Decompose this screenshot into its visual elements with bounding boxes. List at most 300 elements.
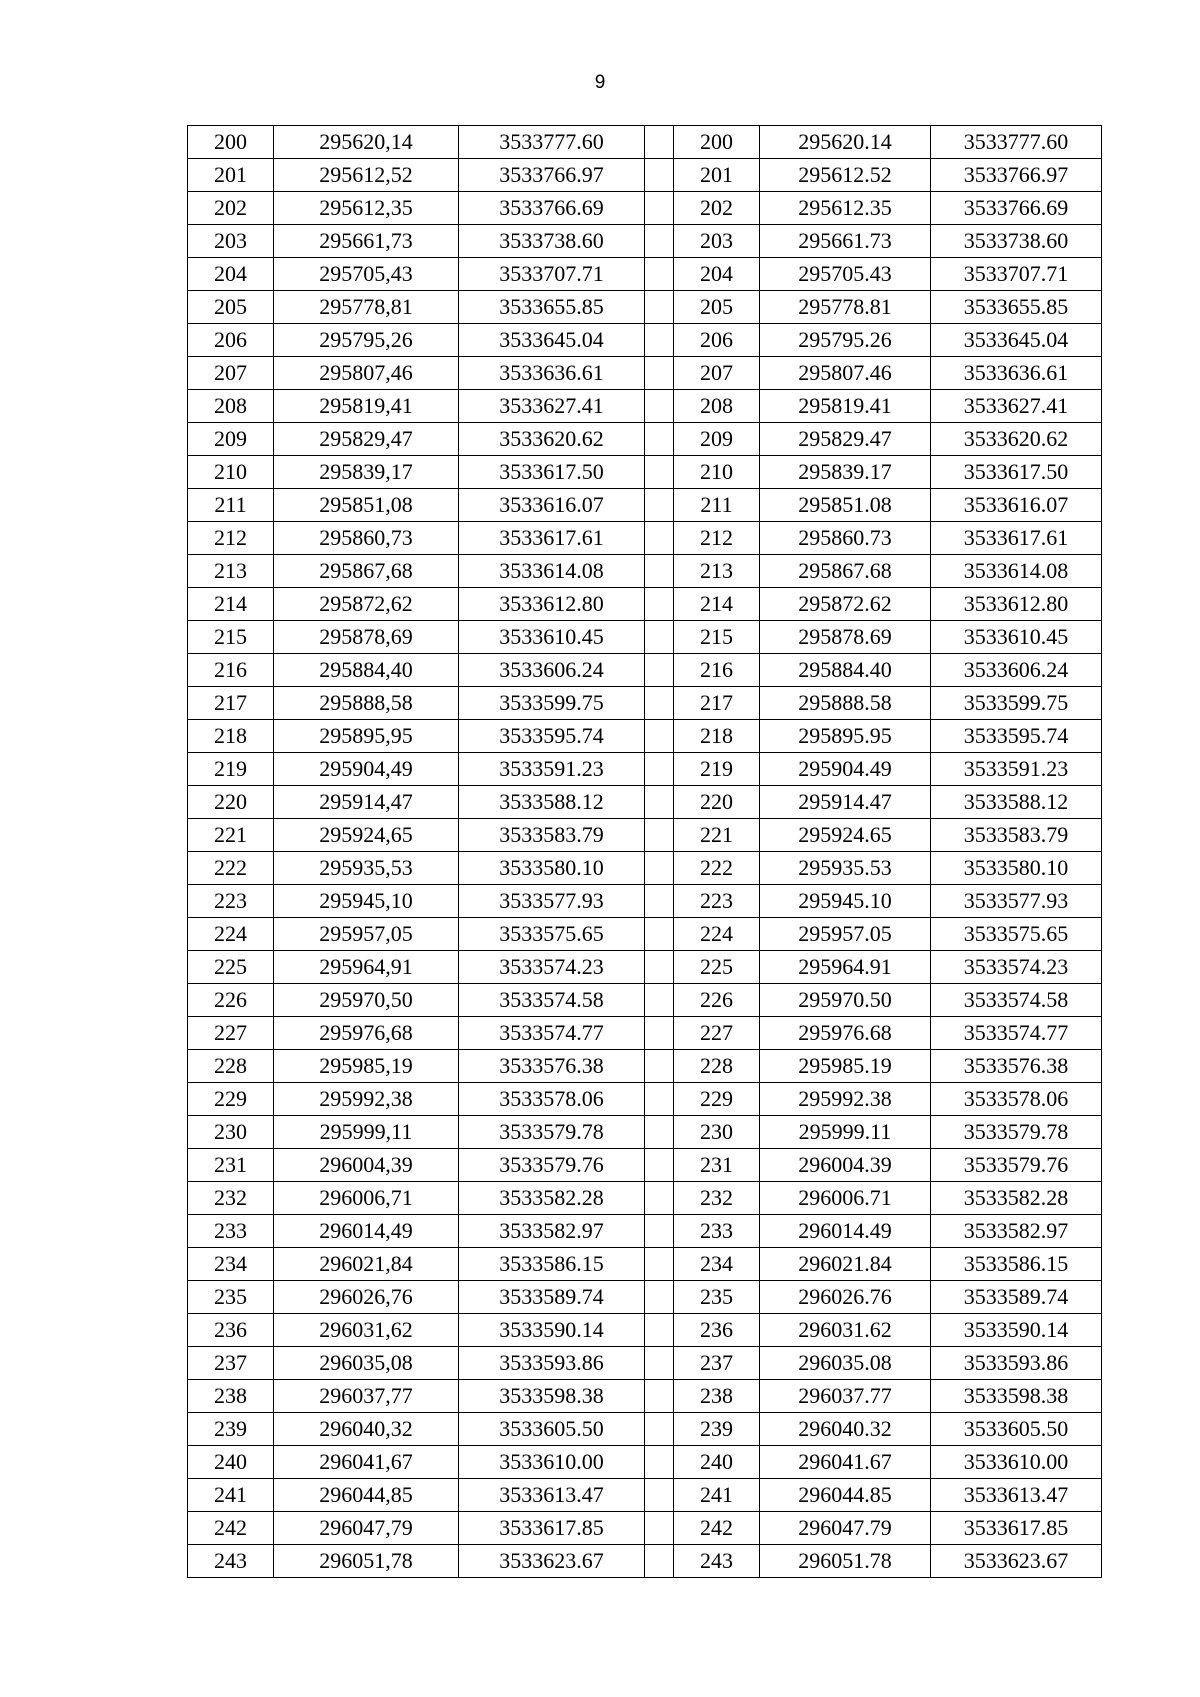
- y-coordinate-old-cell: 3533582.97: [459, 1215, 645, 1248]
- x-coordinate-old-cell: 295819,41: [274, 390, 459, 423]
- y-coordinate-new-cell: 3533606.24: [931, 654, 1102, 687]
- point-number-new-cell: 242: [674, 1512, 760, 1545]
- point-number-old-cell: 241: [188, 1479, 274, 1512]
- table-row: [188, 1215, 1102, 1248]
- separator-cell: [645, 1347, 674, 1380]
- x-coordinate-new-cell: 295970.50: [760, 984, 931, 1017]
- separator-cell: [645, 1215, 674, 1248]
- x-coordinate-old-cell: 295935,53: [274, 852, 459, 885]
- table-row: [188, 918, 1102, 951]
- table-row: [188, 1083, 1102, 1116]
- y-coordinate-old-cell: 3533612.80: [459, 588, 645, 621]
- point-number-new-cell: 215: [674, 621, 760, 654]
- y-coordinate-new-cell: 3533605.50: [931, 1413, 1102, 1446]
- separator-cell: [645, 654, 674, 687]
- y-coordinate-new-cell: 3533645.04: [931, 324, 1102, 357]
- point-number-old-cell: 214: [188, 588, 274, 621]
- x-coordinate-old-cell: 296004,39: [274, 1149, 459, 1182]
- point-number-old-cell: 208: [188, 390, 274, 423]
- y-coordinate-old-cell: 3533576.38: [459, 1050, 645, 1083]
- y-coordinate-new-cell: 3533617.85: [931, 1512, 1102, 1545]
- point-number-new-cell: 202: [674, 192, 760, 225]
- y-coordinate-old-cell: 3533777.60: [459, 126, 645, 159]
- y-coordinate-old-cell: 3533707.71: [459, 258, 645, 291]
- y-coordinate-new-cell: 3533575.65: [931, 918, 1102, 951]
- table-row: [188, 1479, 1102, 1512]
- y-coordinate-new-cell: 3533574.23: [931, 951, 1102, 984]
- point-number-old-cell: 243: [188, 1545, 274, 1578]
- y-coordinate-new-cell: 3533617.50: [931, 456, 1102, 489]
- y-coordinate-old-cell: 3533610.45: [459, 621, 645, 654]
- coordinates-table-body: [188, 126, 1102, 1578]
- y-coordinate-old-cell: 3533645.04: [459, 324, 645, 357]
- point-number-old-cell: 240: [188, 1446, 274, 1479]
- y-coordinate-new-cell: 3533623.67: [931, 1545, 1102, 1578]
- x-coordinate-old-cell: 296021,84: [274, 1248, 459, 1281]
- x-coordinate-new-cell: 296040.32: [760, 1413, 931, 1446]
- separator-cell: [645, 357, 674, 390]
- table-row: [188, 885, 1102, 918]
- point-number-old-cell: 205: [188, 291, 274, 324]
- point-number-new-cell: 201: [674, 159, 760, 192]
- point-number-new-cell: 232: [674, 1182, 760, 1215]
- point-number-old-cell: 222: [188, 852, 274, 885]
- y-coordinate-old-cell: 3533574.58: [459, 984, 645, 1017]
- x-coordinate-new-cell: 295888.58: [760, 687, 931, 720]
- y-coordinate-old-cell: 3533580.10: [459, 852, 645, 885]
- y-coordinate-old-cell: 3533599.75: [459, 687, 645, 720]
- point-number-new-cell: 234: [674, 1248, 760, 1281]
- x-coordinate-new-cell: 296037.77: [760, 1380, 931, 1413]
- point-number-old-cell: 239: [188, 1413, 274, 1446]
- point-number-old-cell: 220: [188, 786, 274, 819]
- point-number-new-cell: 224: [674, 918, 760, 951]
- table-row: [188, 423, 1102, 456]
- y-coordinate-old-cell: 3533582.28: [459, 1182, 645, 1215]
- x-coordinate-new-cell: 295914.47: [760, 786, 931, 819]
- table-row: [188, 852, 1102, 885]
- x-coordinate-old-cell: 295992,38: [274, 1083, 459, 1116]
- separator-cell: [645, 324, 674, 357]
- x-coordinate-old-cell: 295914,47: [274, 786, 459, 819]
- point-number-new-cell: 216: [674, 654, 760, 687]
- separator-cell: [645, 753, 674, 786]
- x-coordinate-new-cell: 295935.53: [760, 852, 931, 885]
- table-row: [188, 390, 1102, 423]
- point-number-new-cell: 231: [674, 1149, 760, 1182]
- point-number-old-cell: 201: [188, 159, 274, 192]
- point-number-new-cell: 238: [674, 1380, 760, 1413]
- table-row: [188, 588, 1102, 621]
- y-coordinate-new-cell: 3533627.41: [931, 390, 1102, 423]
- x-coordinate-new-cell: 296044.85: [760, 1479, 931, 1512]
- point-number-old-cell: 207: [188, 357, 274, 390]
- separator-cell: [645, 1116, 674, 1149]
- table-row: [188, 687, 1102, 720]
- x-coordinate-old-cell: 295957,05: [274, 918, 459, 951]
- separator-cell: [645, 1314, 674, 1347]
- point-number-old-cell: 215: [188, 621, 274, 654]
- x-coordinate-old-cell: 295778,81: [274, 291, 459, 324]
- point-number-old-cell: 217: [188, 687, 274, 720]
- separator-cell: [645, 687, 674, 720]
- separator-cell: [645, 1512, 674, 1545]
- y-coordinate-new-cell: 3533589.74: [931, 1281, 1102, 1314]
- x-coordinate-old-cell: 295924,65: [274, 819, 459, 852]
- y-coordinate-new-cell: 3533582.28: [931, 1182, 1102, 1215]
- y-coordinate-new-cell: 3533590.14: [931, 1314, 1102, 1347]
- y-coordinate-new-cell: 3533599.75: [931, 687, 1102, 720]
- x-coordinate-new-cell: 295878.69: [760, 621, 931, 654]
- table-row: [188, 1248, 1102, 1281]
- x-coordinate-old-cell: 295895,95: [274, 720, 459, 753]
- table-row: [188, 621, 1102, 654]
- table-row: [188, 126, 1102, 159]
- y-coordinate-new-cell: 3533586.15: [931, 1248, 1102, 1281]
- point-number-new-cell: 209: [674, 423, 760, 456]
- separator-cell: [645, 192, 674, 225]
- y-coordinate-old-cell: 3533605.50: [459, 1413, 645, 1446]
- table-row: [188, 819, 1102, 852]
- separator-cell: [645, 423, 674, 456]
- x-coordinate-new-cell: 296041.67: [760, 1446, 931, 1479]
- x-coordinate-new-cell: 296021.84: [760, 1248, 931, 1281]
- x-coordinate-new-cell: 295620.14: [760, 126, 931, 159]
- x-coordinate-old-cell: 295612,35: [274, 192, 459, 225]
- separator-cell: [645, 555, 674, 588]
- x-coordinate-old-cell: 295999,11: [274, 1116, 459, 1149]
- y-coordinate-old-cell: 3533617.61: [459, 522, 645, 555]
- x-coordinate-old-cell: 295839,17: [274, 456, 459, 489]
- table-row: [188, 225, 1102, 258]
- point-number-old-cell: 213: [188, 555, 274, 588]
- point-number-new-cell: 230: [674, 1116, 760, 1149]
- y-coordinate-new-cell: 3533636.61: [931, 357, 1102, 390]
- table-row: [188, 1413, 1102, 1446]
- point-number-old-cell: 211: [188, 489, 274, 522]
- y-coordinate-new-cell: 3533576.38: [931, 1050, 1102, 1083]
- y-coordinate-old-cell: 3533579.78: [459, 1116, 645, 1149]
- y-coordinate-old-cell: 3533613.47: [459, 1479, 645, 1512]
- y-coordinate-old-cell: 3533616.07: [459, 489, 645, 522]
- separator-cell: [645, 489, 674, 522]
- point-number-new-cell: 217: [674, 687, 760, 720]
- x-coordinate-old-cell: 296044,85: [274, 1479, 459, 1512]
- y-coordinate-old-cell: 3533595.74: [459, 720, 645, 753]
- y-coordinate-new-cell: 3533574.58: [931, 984, 1102, 1017]
- coordinates-table: [187, 125, 1102, 1578]
- point-number-new-cell: 205: [674, 291, 760, 324]
- x-coordinate-old-cell: 295829,47: [274, 423, 459, 456]
- y-coordinate-old-cell: 3533583.79: [459, 819, 645, 852]
- separator-cell: [645, 225, 674, 258]
- point-number-new-cell: 228: [674, 1050, 760, 1083]
- x-coordinate-old-cell: 295976,68: [274, 1017, 459, 1050]
- point-number-new-cell: 210: [674, 456, 760, 489]
- x-coordinate-new-cell: 295964.91: [760, 951, 931, 984]
- table-row: [188, 1182, 1102, 1215]
- y-coordinate-new-cell: 3533582.97: [931, 1215, 1102, 1248]
- point-number-old-cell: 202: [188, 192, 274, 225]
- y-coordinate-old-cell: 3533738.60: [459, 225, 645, 258]
- y-coordinate-old-cell: 3533766.69: [459, 192, 645, 225]
- x-coordinate-old-cell: 295904,49: [274, 753, 459, 786]
- point-number-new-cell: 213: [674, 555, 760, 588]
- table-row: [188, 555, 1102, 588]
- point-number-new-cell: 222: [674, 852, 760, 885]
- point-number-old-cell: 204: [188, 258, 274, 291]
- table-row: [188, 489, 1102, 522]
- point-number-new-cell: 236: [674, 1314, 760, 1347]
- table-row: [188, 456, 1102, 489]
- y-coordinate-new-cell: 3533738.60: [931, 225, 1102, 258]
- point-number-old-cell: 226: [188, 984, 274, 1017]
- y-coordinate-old-cell: 3533617.85: [459, 1512, 645, 1545]
- point-number-new-cell: 219: [674, 753, 760, 786]
- y-coordinate-new-cell: 3533610.00: [931, 1446, 1102, 1479]
- separator-cell: [645, 720, 674, 753]
- x-coordinate-old-cell: 296037,77: [274, 1380, 459, 1413]
- x-coordinate-new-cell: 295807.46: [760, 357, 931, 390]
- table-row: [188, 1116, 1102, 1149]
- table-row: [188, 1512, 1102, 1545]
- point-number-new-cell: 241: [674, 1479, 760, 1512]
- y-coordinate-old-cell: 3533593.86: [459, 1347, 645, 1380]
- separator-cell: [645, 1248, 674, 1281]
- point-number-new-cell: 204: [674, 258, 760, 291]
- x-coordinate-old-cell: 295807,46: [274, 357, 459, 390]
- table-row: [188, 720, 1102, 753]
- x-coordinate-new-cell: 295872.62: [760, 588, 931, 621]
- x-coordinate-new-cell: 295661.73: [760, 225, 931, 258]
- x-coordinate-old-cell: 295705,43: [274, 258, 459, 291]
- x-coordinate-old-cell: 295867,68: [274, 555, 459, 588]
- separator-cell: [645, 1446, 674, 1479]
- separator-cell: [645, 1380, 674, 1413]
- point-number-new-cell: 235: [674, 1281, 760, 1314]
- table-row: [188, 753, 1102, 786]
- x-coordinate-new-cell: 295904.49: [760, 753, 931, 786]
- point-number-new-cell: 223: [674, 885, 760, 918]
- point-number-old-cell: 225: [188, 951, 274, 984]
- separator-cell: [645, 984, 674, 1017]
- table-row: [188, 1545, 1102, 1578]
- table-row: [188, 951, 1102, 984]
- x-coordinate-new-cell: 295985.19: [760, 1050, 931, 1083]
- x-coordinate-new-cell: 296035.08: [760, 1347, 931, 1380]
- page-number: 9: [594, 72, 606, 93]
- table-row: [188, 1446, 1102, 1479]
- point-number-new-cell: 237: [674, 1347, 760, 1380]
- y-coordinate-new-cell: 3533613.47: [931, 1479, 1102, 1512]
- separator-cell: [645, 918, 674, 951]
- y-coordinate-new-cell: 3533591.23: [931, 753, 1102, 786]
- x-coordinate-old-cell: 295851,08: [274, 489, 459, 522]
- x-coordinate-old-cell: 296014,49: [274, 1215, 459, 1248]
- x-coordinate-old-cell: 295860,73: [274, 522, 459, 555]
- y-coordinate-new-cell: 3533766.97: [931, 159, 1102, 192]
- y-coordinate-new-cell: 3533655.85: [931, 291, 1102, 324]
- point-number-new-cell: 207: [674, 357, 760, 390]
- x-coordinate-new-cell: 295992.38: [760, 1083, 931, 1116]
- x-coordinate-old-cell: 296047,79: [274, 1512, 459, 1545]
- y-coordinate-new-cell: 3533766.69: [931, 192, 1102, 225]
- x-coordinate-new-cell: 295612.35: [760, 192, 931, 225]
- point-number-old-cell: 238: [188, 1380, 274, 1413]
- x-coordinate-new-cell: 296047.79: [760, 1512, 931, 1545]
- table-row: [188, 159, 1102, 192]
- y-coordinate-new-cell: 3533588.12: [931, 786, 1102, 819]
- x-coordinate-old-cell: 295661,73: [274, 225, 459, 258]
- point-number-old-cell: 233: [188, 1215, 274, 1248]
- point-number-new-cell: 208: [674, 390, 760, 423]
- point-number-old-cell: 231: [188, 1149, 274, 1182]
- y-coordinate-old-cell: 3533636.61: [459, 357, 645, 390]
- separator-cell: [645, 621, 674, 654]
- y-coordinate-old-cell: 3533598.38: [459, 1380, 645, 1413]
- y-coordinate-new-cell: 3533610.45: [931, 621, 1102, 654]
- x-coordinate-new-cell: 295867.68: [760, 555, 931, 588]
- point-number-old-cell: 235: [188, 1281, 274, 1314]
- separator-cell: [645, 1149, 674, 1182]
- separator-cell: [645, 1545, 674, 1578]
- table-row: [188, 357, 1102, 390]
- table-row: [188, 786, 1102, 819]
- point-number-new-cell: 214: [674, 588, 760, 621]
- table-row: [188, 1017, 1102, 1050]
- x-coordinate-new-cell: 295839.17: [760, 456, 931, 489]
- table-row: [188, 1380, 1102, 1413]
- x-coordinate-old-cell: 296035,08: [274, 1347, 459, 1380]
- x-coordinate-new-cell: 295795.26: [760, 324, 931, 357]
- y-coordinate-new-cell: 3533777.60: [931, 126, 1102, 159]
- y-coordinate-old-cell: 3533590.14: [459, 1314, 645, 1347]
- point-number-new-cell: 212: [674, 522, 760, 555]
- point-number-old-cell: 221: [188, 819, 274, 852]
- y-coordinate-new-cell: 3533617.61: [931, 522, 1102, 555]
- y-coordinate-old-cell: 3533575.65: [459, 918, 645, 951]
- x-coordinate-old-cell: 296031,62: [274, 1314, 459, 1347]
- point-number-new-cell: 240: [674, 1446, 760, 1479]
- y-coordinate-old-cell: 3533606.24: [459, 654, 645, 687]
- point-number-old-cell: 206: [188, 324, 274, 357]
- separator-cell: [645, 1182, 674, 1215]
- separator-cell: [645, 159, 674, 192]
- point-number-old-cell: 234: [188, 1248, 274, 1281]
- x-coordinate-old-cell: 296026,76: [274, 1281, 459, 1314]
- y-coordinate-new-cell: 3533593.86: [931, 1347, 1102, 1380]
- point-number-new-cell: 226: [674, 984, 760, 1017]
- point-number-new-cell: 243: [674, 1545, 760, 1578]
- point-number-new-cell: 229: [674, 1083, 760, 1116]
- x-coordinate-old-cell: 295872,62: [274, 588, 459, 621]
- table-row: [188, 654, 1102, 687]
- y-coordinate-old-cell: 3533610.00: [459, 1446, 645, 1479]
- x-coordinate-new-cell: 296051.78: [760, 1545, 931, 1578]
- point-number-new-cell: 227: [674, 1017, 760, 1050]
- separator-cell: [645, 1281, 674, 1314]
- y-coordinate-new-cell: 3533616.07: [931, 489, 1102, 522]
- y-coordinate-new-cell: 3533583.79: [931, 819, 1102, 852]
- separator-cell: [645, 852, 674, 885]
- table-row: [188, 1050, 1102, 1083]
- separator-cell: [645, 258, 674, 291]
- point-number-old-cell: 223: [188, 885, 274, 918]
- y-coordinate-old-cell: 3533623.67: [459, 1545, 645, 1578]
- point-number-old-cell: 227: [188, 1017, 274, 1050]
- x-coordinate-new-cell: 295860.73: [760, 522, 931, 555]
- x-coordinate-new-cell: 295957.05: [760, 918, 931, 951]
- x-coordinate-old-cell: 295970,50: [274, 984, 459, 1017]
- separator-cell: [645, 1050, 674, 1083]
- y-coordinate-new-cell: 3533578.06: [931, 1083, 1102, 1116]
- separator-cell: [645, 885, 674, 918]
- y-coordinate-old-cell: 3533617.50: [459, 456, 645, 489]
- x-coordinate-old-cell: 296006,71: [274, 1182, 459, 1215]
- point-number-old-cell: 216: [188, 654, 274, 687]
- point-number-old-cell: 236: [188, 1314, 274, 1347]
- point-number-new-cell: 220: [674, 786, 760, 819]
- point-number-new-cell: 200: [674, 126, 760, 159]
- table-row: [188, 984, 1102, 1017]
- point-number-new-cell: 233: [674, 1215, 760, 1248]
- separator-cell: [645, 522, 674, 555]
- table-row: [188, 324, 1102, 357]
- x-coordinate-old-cell: 296041,67: [274, 1446, 459, 1479]
- separator-cell: [645, 126, 674, 159]
- x-coordinate-old-cell: 295795,26: [274, 324, 459, 357]
- point-number-new-cell: 225: [674, 951, 760, 984]
- x-coordinate-new-cell: 295778.81: [760, 291, 931, 324]
- separator-cell: [645, 291, 674, 324]
- y-coordinate-new-cell: 3533707.71: [931, 258, 1102, 291]
- x-coordinate-new-cell: 296014.49: [760, 1215, 931, 1248]
- y-coordinate-new-cell: 3533598.38: [931, 1380, 1102, 1413]
- y-coordinate-old-cell: 3533620.62: [459, 423, 645, 456]
- x-coordinate-new-cell: 295945.10: [760, 885, 931, 918]
- point-number-old-cell: 219: [188, 753, 274, 786]
- y-coordinate-old-cell: 3533588.12: [459, 786, 645, 819]
- y-coordinate-new-cell: 3533614.08: [931, 555, 1102, 588]
- x-coordinate-old-cell: 295985,19: [274, 1050, 459, 1083]
- table-row: [188, 522, 1102, 555]
- separator-cell: [645, 456, 674, 489]
- y-coordinate-old-cell: 3533579.76: [459, 1149, 645, 1182]
- separator-cell: [645, 390, 674, 423]
- x-coordinate-old-cell: 296040,32: [274, 1413, 459, 1446]
- point-number-old-cell: 229: [188, 1083, 274, 1116]
- point-number-old-cell: 228: [188, 1050, 274, 1083]
- x-coordinate-new-cell: 295884.40: [760, 654, 931, 687]
- point-number-new-cell: 218: [674, 720, 760, 753]
- separator-cell: [645, 786, 674, 819]
- point-number-old-cell: 210: [188, 456, 274, 489]
- y-coordinate-new-cell: 3533574.77: [931, 1017, 1102, 1050]
- x-coordinate-new-cell: 295924.65: [760, 819, 931, 852]
- separator-cell: [645, 951, 674, 984]
- x-coordinate-old-cell: 296051,78: [274, 1545, 459, 1578]
- point-number-old-cell: 200: [188, 126, 274, 159]
- point-number-old-cell: 237: [188, 1347, 274, 1380]
- x-coordinate-new-cell: 295999.11: [760, 1116, 931, 1149]
- y-coordinate-old-cell: 3533574.77: [459, 1017, 645, 1050]
- y-coordinate-old-cell: 3533591.23: [459, 753, 645, 786]
- table-row: [188, 1314, 1102, 1347]
- point-number-old-cell: 212: [188, 522, 274, 555]
- x-coordinate-new-cell: 295976.68: [760, 1017, 931, 1050]
- point-number-new-cell: 211: [674, 489, 760, 522]
- table-row: [188, 1281, 1102, 1314]
